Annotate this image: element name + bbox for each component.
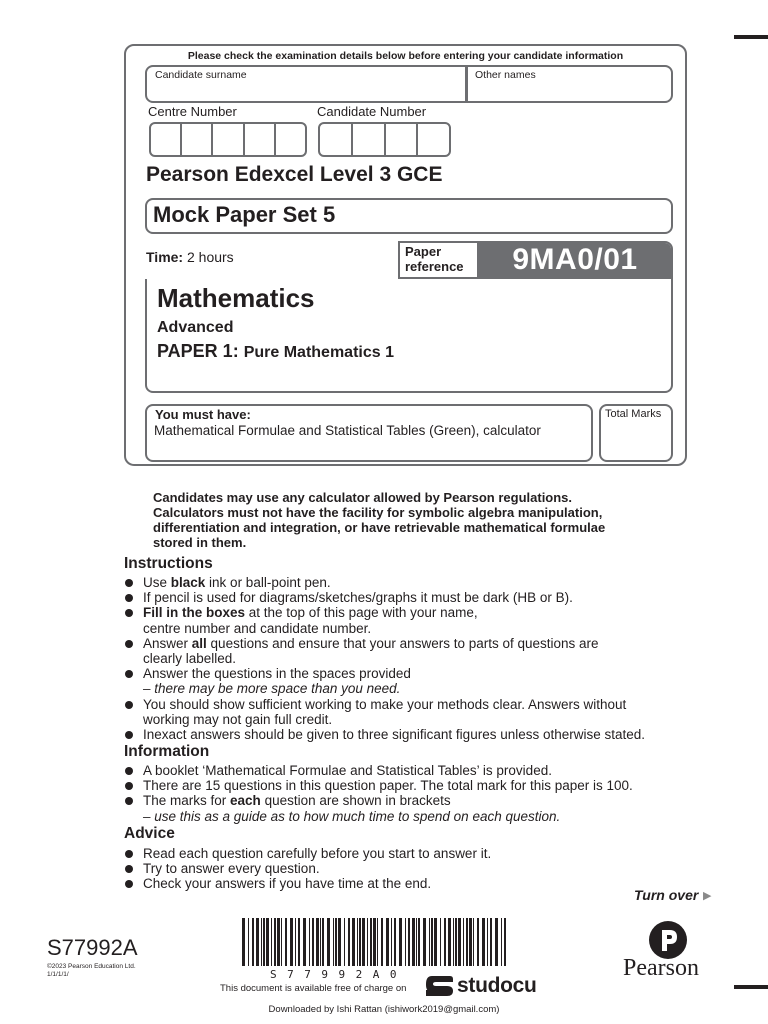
time-allowed xyxy=(146,249,234,265)
total-marks-box[interactable] xyxy=(599,404,673,462)
barcode-bar xyxy=(261,918,262,966)
calculator-notice-line: Calculators must not have the facility for symbolic algebra manipulation, xyxy=(153,505,603,520)
paper-id: S77992A xyxy=(47,935,138,960)
barcode-bar xyxy=(248,918,249,966)
barcode-bar xyxy=(455,918,457,966)
calculator-notice-line: stored in them. xyxy=(153,535,247,550)
barcode-bar xyxy=(312,918,314,966)
barcode-bar xyxy=(477,918,479,966)
studocu-label: studocu xyxy=(457,974,537,997)
instructions-heading: Instructions xyxy=(124,555,213,572)
barcode-bar xyxy=(322,918,324,966)
barcode-digits: S77992A0 xyxy=(270,968,407,981)
studocu-icon xyxy=(424,973,454,999)
barcode-bar xyxy=(423,918,426,966)
calculator-notice xyxy=(153,490,693,550)
advice-heading: Advice xyxy=(124,825,175,842)
information-heading: Information xyxy=(124,743,210,760)
calculator-notice-line: differentiation and integration, or have retrievable mathematical formulae xyxy=(153,520,606,535)
barcode-bar xyxy=(256,918,259,966)
centre-digit-box[interactable] xyxy=(182,124,213,155)
barcode-bar xyxy=(285,918,287,966)
barcode-bar xyxy=(281,918,282,966)
barcode-bar xyxy=(405,918,406,966)
barcode-bar xyxy=(504,918,506,966)
equipment-box xyxy=(145,404,593,462)
candidate-digit-box[interactable] xyxy=(353,124,386,155)
candidate-digit-box[interactable] xyxy=(418,124,449,155)
turn-over-label: Turn over xyxy=(634,887,699,903)
copyright xyxy=(47,963,136,979)
list-item: There are 15 questions in this question paper. The total mark for this paper is 100. xyxy=(124,778,704,793)
list-item: Answer all questions and ensure that your answers to parts of questions are clearly labelled. xyxy=(124,636,704,666)
barcode-bar xyxy=(495,918,498,966)
centre-digit-box[interactable] xyxy=(276,124,305,155)
copyright-line: ©2023 Pearson Education Ltd. xyxy=(47,963,136,970)
barcode-bar xyxy=(357,918,358,966)
barcode-bar xyxy=(434,918,437,966)
barcode-bar xyxy=(309,918,310,966)
barcode-bar xyxy=(348,918,350,966)
barcode-bar xyxy=(501,918,502,966)
barcode-bar xyxy=(394,918,396,966)
barcode-bar xyxy=(444,918,446,966)
paper-ref-line1: Paper xyxy=(405,244,442,259)
list-item: You should show sufficient working to make your methods clear. Answers without working may not gain full credit. xyxy=(124,697,704,727)
barcode-bar xyxy=(352,918,355,966)
paper-reference-label xyxy=(400,243,479,277)
bullet-icon xyxy=(125,797,133,805)
pearson-logo-icon xyxy=(648,920,688,960)
bullet-icon xyxy=(125,594,133,602)
calculator-notice-line: Candidates may use any calculator allowed by Pearson regulations. xyxy=(153,490,573,505)
barcode-bar xyxy=(453,918,454,966)
centre-digit-box[interactable] xyxy=(245,124,276,155)
paper-reference-box xyxy=(398,241,673,279)
barcode-bar xyxy=(431,918,433,966)
barcode-bar xyxy=(277,918,280,966)
subject-box xyxy=(145,279,673,393)
list-item: If pencil is used for diagrams/sketches/graphs it must be dark (HB or B). xyxy=(124,590,704,605)
information-list xyxy=(124,763,704,824)
other-names-label: Other names xyxy=(475,69,536,81)
downloaded-by: Downloaded by Ishi Rattan (ishiwork2019@gmail.com) xyxy=(268,1004,500,1015)
barcode-bar xyxy=(266,918,269,966)
subject-level: Advanced xyxy=(157,319,234,336)
barcode-bar xyxy=(416,918,417,966)
barcode-bar xyxy=(408,918,410,966)
registration-mark-bottom xyxy=(734,985,768,989)
centre-number-boxes[interactable] xyxy=(149,122,307,157)
bullet-icon xyxy=(125,579,133,587)
paper-name: Pure Mathematics 1 xyxy=(243,344,394,361)
barcode-bar xyxy=(429,918,430,966)
bullet-icon xyxy=(125,767,133,775)
must-have-label: You must have: xyxy=(155,407,251,422)
free-notice: This document is available free of charge on xyxy=(220,983,407,994)
barcode-bar xyxy=(440,918,441,966)
barcode-bar xyxy=(274,918,276,966)
barcode-bar xyxy=(320,918,321,966)
registration-mark-top xyxy=(734,35,768,39)
mock-title-box xyxy=(145,198,673,234)
barcode-bar xyxy=(412,918,415,966)
candidate-digit-box[interactable] xyxy=(386,124,419,155)
bullet-icon xyxy=(125,701,133,709)
candidate-details-panel xyxy=(124,44,687,466)
bullet-icon xyxy=(125,640,133,648)
barcode-bar xyxy=(271,918,272,966)
paper-title xyxy=(157,341,394,362)
list-item: Use black ink or ball-point pen. xyxy=(124,575,704,590)
barcode-bar xyxy=(252,918,254,966)
instructions-list xyxy=(124,575,704,742)
barcode xyxy=(240,918,510,970)
total-marks-label: Total Marks xyxy=(605,408,662,420)
time-value: 2 hours xyxy=(186,249,234,265)
barcode-bar xyxy=(473,918,474,966)
advice-list xyxy=(124,846,704,892)
barcode-bar xyxy=(367,918,368,966)
bullet-icon xyxy=(125,880,133,888)
barcode-bar xyxy=(463,918,464,966)
candidate-number-label: Candidate Number xyxy=(317,104,427,119)
list-item: The marks for each question are shown in brackets – use this as a guide as to how much time to spend on each question. xyxy=(124,793,704,823)
list-item: Check your answers if you have time at the end. xyxy=(124,876,704,891)
barcode-bar xyxy=(338,918,341,966)
barcode-bar xyxy=(391,918,392,966)
barcode-bar xyxy=(469,918,472,966)
list-item: Inexact answers should be given to three significant figures unless otherwise stated. xyxy=(124,727,704,742)
barcode-bar xyxy=(399,918,402,966)
barcode-bar xyxy=(487,918,488,966)
name-field-divider xyxy=(465,67,468,101)
barcode-bar xyxy=(386,918,389,966)
time-label: Time: xyxy=(146,249,184,265)
barcode-bar xyxy=(242,918,245,966)
barcode-bar xyxy=(263,918,265,966)
candidate-name-fields xyxy=(145,65,673,103)
barcode-bar xyxy=(316,918,319,966)
barcode-bar xyxy=(362,918,365,966)
barcode-bar xyxy=(303,918,306,966)
barcode-bar xyxy=(290,918,293,966)
barcode-bar xyxy=(381,918,383,966)
list-item: A booklet ‘Mathematical Formulae and Statistical Tables’ is provided. xyxy=(124,763,704,778)
bullet-icon xyxy=(125,782,133,790)
list-item: Answer the questions in the spaces provided – there may be more space than you need. xyxy=(124,666,704,696)
barcode-bar xyxy=(418,918,420,966)
check-notice: Please check the examination details below before entering your candidate information xyxy=(187,50,624,62)
paper-code: 9MA0/01 xyxy=(479,243,671,277)
barcode-bar xyxy=(490,918,492,966)
barcode-bar xyxy=(344,918,345,966)
turn-over-arrow-icon: ▶ xyxy=(703,890,712,902)
barcode-bar xyxy=(359,918,361,966)
centre-digit-box[interactable] xyxy=(213,124,244,155)
barcode-bar xyxy=(377,918,378,966)
barcode-bar xyxy=(327,918,330,966)
paper-ref-line2: reference xyxy=(405,259,464,274)
bullet-icon xyxy=(125,850,133,858)
subject-title: Mathematics xyxy=(157,283,315,313)
barcode-bar xyxy=(295,918,296,966)
barcode-bar xyxy=(333,918,334,966)
bullet-icon xyxy=(125,731,133,739)
centre-number-label: Centre Number xyxy=(148,104,237,119)
barcode-bar xyxy=(373,918,376,966)
barcode-bar xyxy=(458,918,461,966)
barcode-bar xyxy=(298,918,300,966)
studocu-logo[interactable] xyxy=(424,973,537,999)
candidate-number-boxes[interactable] xyxy=(318,122,451,157)
paper-label: PAPER 1: xyxy=(157,341,239,361)
qualification-title: Pearson Edexcel Level 3 GCE xyxy=(146,163,443,186)
centre-digit-box[interactable] xyxy=(151,124,182,155)
barcode-bar xyxy=(482,918,485,966)
barcode-bar xyxy=(466,918,468,966)
list-item: Read each question carefully before you start to answer it. xyxy=(124,846,704,861)
bullet-icon xyxy=(125,865,133,873)
list-item: Try to answer every question. xyxy=(124,861,704,876)
list-item: Fill in the boxes at the top of this page with your name, centre number and candidate number. xyxy=(124,605,704,635)
candidate-surname-label: Candidate surname xyxy=(155,69,247,81)
pearson-label: Pearson xyxy=(623,955,699,981)
bullet-icon xyxy=(125,670,133,678)
copyright-line: 1/1/1/1/ xyxy=(47,971,69,978)
must-have-text: Mathematical Formulae and Statistical Tables (Green), calculator xyxy=(154,423,541,438)
mock-title: Mock Paper Set 5 xyxy=(153,202,336,227)
bullet-icon xyxy=(125,609,133,617)
barcode-bar xyxy=(370,918,372,966)
barcode-bar xyxy=(335,918,337,966)
candidate-digit-box[interactable] xyxy=(320,124,353,155)
barcode-bar xyxy=(448,918,451,966)
